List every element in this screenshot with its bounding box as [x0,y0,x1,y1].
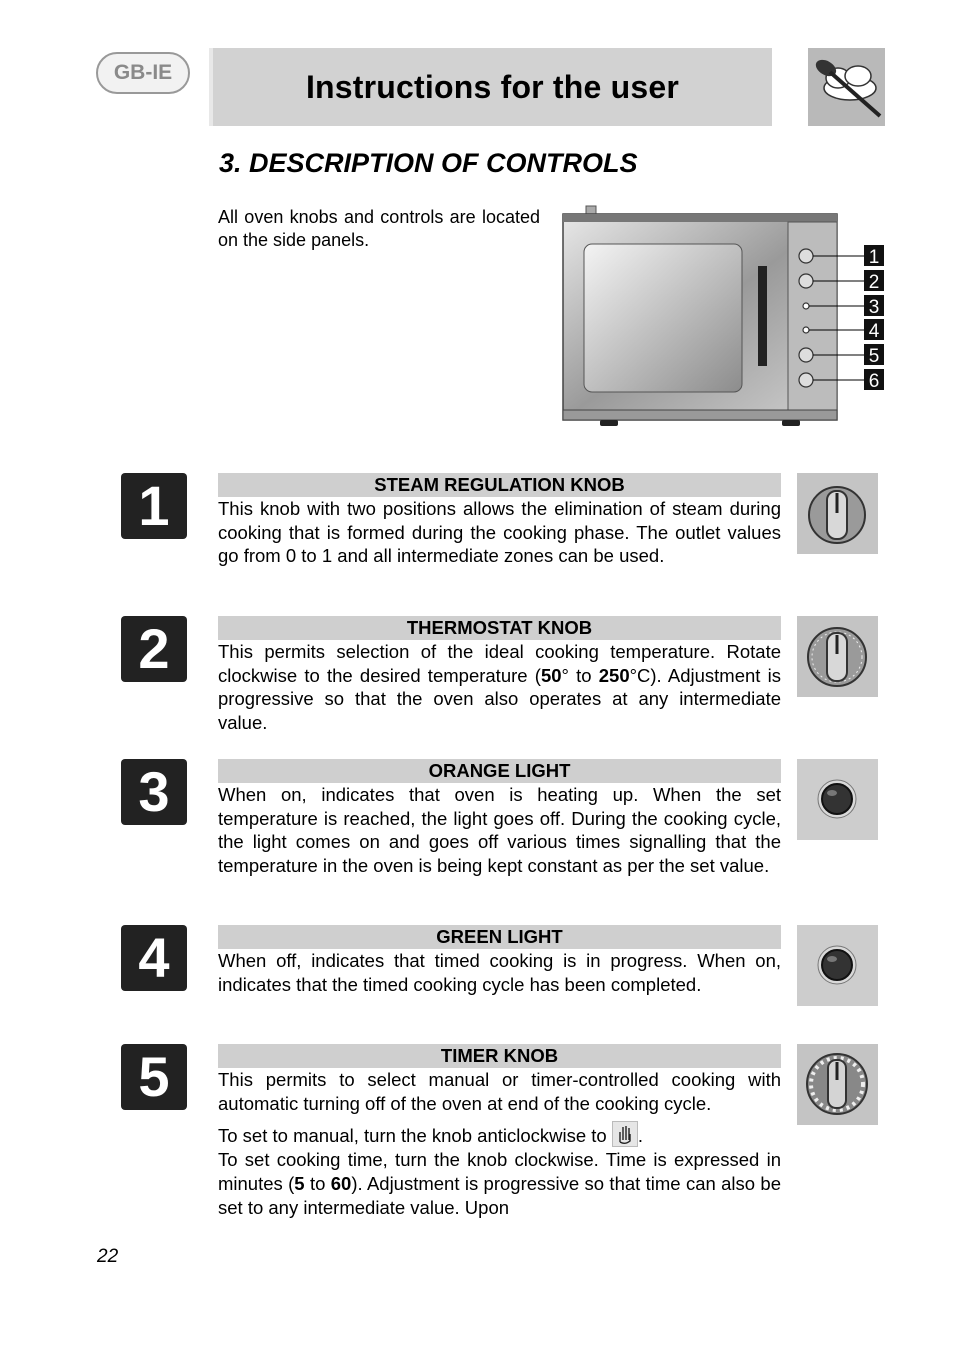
item-heading-1: STEAM REGULATION KNOB [218,473,781,497]
callout-6: 6 [868,371,880,392]
callout-2: 2 [868,272,880,293]
page-number: 22 [97,1246,119,1267]
callout-1: 1 [868,247,880,268]
callout-4: 4 [868,321,880,342]
region-code: GB-IE [113,61,173,84]
timer-knob-icon [797,1044,878,1125]
timer-para-2: To set to manual, turn the knob anticlockwise to . [218,1121,781,1148]
orange-light-icon [797,759,878,840]
item-heading-3: ORANGE LIGHT [218,759,781,783]
item-text-4: When off, indicates that timed cooking is in progress. When on, indicates that the timed cooking cycle has been completed. [218,950,781,995]
region-badge [96,52,190,94]
callout-5: 5 [868,346,880,367]
item-number-2: 2 [121,616,187,682]
item-text-5 [218,1068,781,1219]
item-text-2: This permits selection of the ideal cooking temperature. Rotate clockwise to the desired temperature (50° to 250°C). Adjustment is progressive so that the oven also operates at any intermediate value. [218,641,781,734]
thermostat-knob-icon [797,616,878,697]
page-title: Instructions for the user [305,68,680,105]
item-heading-4: GREEN LIGHT [218,925,781,949]
header-bar [209,48,772,126]
oven-illustration [560,204,886,430]
timer-para-3: To set cooking time, turn the knob clockwise. Time is expressed in minutes (5 to 60). Adjustment is progressive so that time can also be set to any intermediate value. Upon [218,1149,781,1218]
item-number-1: 1 [121,473,187,539]
timer-para-1: This permits to select manual or timer-controlled cooking with automatic turning off of the oven at end of the cooking cycle. [218,1069,781,1114]
item-number-4: 4 [121,925,187,991]
green-light-icon [797,925,878,1006]
item-text-1: This knob with two positions allows the elimination of steam during cooking that is formed during the cooking phase. The outlet values go from 0 to 1 and all intermediate zones can be used. [218,498,781,567]
callout-3: 3 [868,297,880,318]
section-title: 3. DESCRIPTION OF CONTROLS [219,148,638,178]
item-heading-2: THERMOSTAT KNOB [218,616,781,640]
chef-spoon-icon [808,48,885,126]
item-number-3: 3 [121,759,187,825]
intro-text: All oven knobs and controls are located on the side panels. [218,207,540,250]
hand-icon [612,1121,638,1147]
item-text-3: When on, indicates that oven is heating up. When the set temperature is reached, the light goes off. During the cooking cycle, the light comes on and goes off various times signalling that the temperature in the oven is being kept constant as per the set value. [218,784,781,877]
item-number-5: 5 [121,1044,187,1110]
item-heading-5: TIMER KNOB [218,1044,781,1068]
steam-knob-icon [797,473,878,554]
